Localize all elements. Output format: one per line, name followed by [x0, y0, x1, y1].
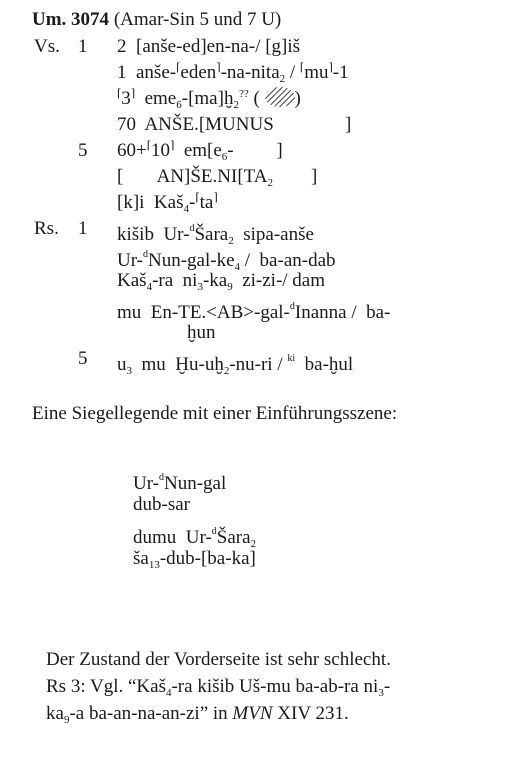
seal-line-3: dumu Ur-$^d$Šara$_2$ [133, 526, 257, 550]
seal-line-4: $ša_{13}-dub-[ba-ka]$ [133, 548, 256, 571]
text-date: (Amar-Sin 5 und 7 U) [113, 9, 282, 30]
obv-line-2: 1 anše-⌈eden⌉-na-nita$_2$ / ⌈mu⌉-1 [117, 62, 349, 85]
rev-line-1: kišib Ur-$^d$Šara$_2$ sipa-anše [117, 223, 314, 247]
rev-line-4: mu En-TE.<AB>-gal-$^d$Inanna / ba- [117, 301, 391, 323]
seal-intro: Eine Siegellegende mit einer Einführungsszene: [32, 403, 398, 424]
rev-line-2: $Ur-^dNun-gal-ke_4 / ba-an-dab$ [117, 249, 336, 273]
rev-line-4b: ḫun [187, 322, 216, 343]
obv-line-3: ⌈3⌉ eme$_6$-[ma]ḫ$_2$?? ( ) [117, 88, 301, 111]
seal-line-1: Ur-$^d$Nun-gal [133, 472, 227, 494]
note-line-1: Der Zustand der Vorderseite ist sehr schlecht. [46, 649, 391, 670]
obv-line-4: 70 ANŠE.[MUNUS ] [117, 114, 352, 135]
obv-line-7: [k]i Kaš$_4$-⌈ta⌉ [117, 192, 218, 215]
seal-line-2: dub-sar [133, 494, 190, 515]
obv-line-1: 2 [anše-ed]en-na-/ [g]iš [117, 36, 301, 57]
obv-line-6: [ $AN]ŠE.NI[TA_2$ ] [117, 166, 318, 189]
rev-line-5: $u_3$ mu Ḫu-uḫ$_2$-nu-ri / $^{ki}$ ba-ḫul [117, 353, 354, 377]
line-number: 5 [78, 348, 88, 369]
obv-line-5: 60+⌈10⌉ $em[e_6-$ ] [117, 140, 283, 163]
line-number: 1 [78, 218, 88, 239]
reverse-label: Rs. [34, 218, 59, 239]
line-number: 5 [78, 140, 88, 161]
note-line-2: Rs 3: Vgl. “Kaš$_4$-ra kišib Uš-mu ba-ab-ra $ni_3-$ [46, 676, 391, 699]
rev-line-3: Kaš$_4$-ra $ni_3-ka_9$ zi-zi-/ dam [117, 270, 326, 293]
text-id: Um. 3074 [32, 9, 110, 30]
note-line-3: $ka_9-a$ ba-an-na-an-zi” in MVN XIV 231. [46, 703, 349, 726]
damage-hatching [265, 87, 295, 107]
text-header [32, 8, 281, 32]
line-number: 1 [78, 36, 88, 57]
commentary [46, 646, 496, 727]
obverse-label: Vs. [34, 36, 60, 57]
